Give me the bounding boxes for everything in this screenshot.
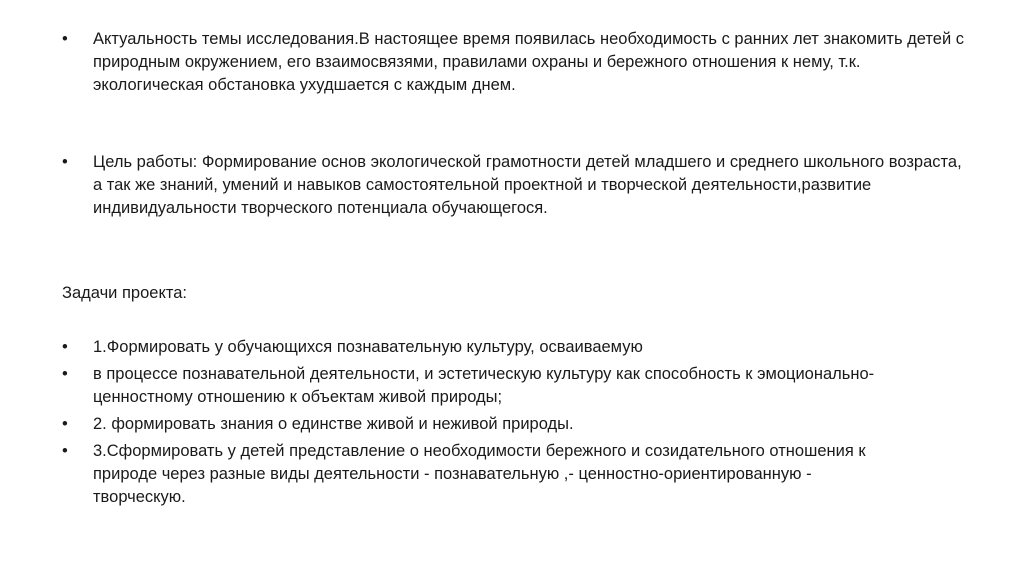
task-item — [62, 336, 962, 359]
paragraph-goal — [62, 151, 962, 220]
paragraph-text: Актуальность темы исследования.В настоящее время появилась необходимость с ранних лет знакомить детей с природным окружением, его взаимосвязями, правилами охраны и бережного отношения к нему, т.к. экологическая обстановка ухудшается с каждым днем. — [93, 30, 965, 94]
task-item — [62, 440, 962, 509]
bullet-point: • — [62, 338, 68, 356]
tasks-heading: Задачи проекта: — [62, 284, 187, 302]
task-text: 1.Формировать у обучающихся познавательную культуру, осваиваемую — [93, 338, 643, 356]
bullet-point: • — [62, 415, 68, 433]
bullet-point: • — [62, 153, 68, 171]
paragraph-text: Цель работы: Формирование основ экологической грамотности детей младшего и среднего школьного возраста, а так же знаний, умений и навыков самостоятельной проектной и творческой деятельности,развитие индивидуальности творческого потенциала обучающегося. — [93, 153, 962, 217]
bullet-point: • — [62, 30, 68, 48]
task-item — [62, 413, 962, 436]
task-text: в процессе познавательной деятельности, и эстетическую культуру как способность к эмоционально-ценностному отношению к объектам живой природы; — [93, 365, 875, 406]
bullet-point: • — [62, 365, 68, 383]
task-item — [62, 363, 962, 409]
paragraph-relevance — [62, 28, 965, 97]
task-text: 2. формировать знания о единстве живой и неживой природы. — [93, 415, 574, 433]
bullet-point: • — [62, 442, 68, 460]
task-text: 3.Сформировать у детей представление о необходимости бережного и созидательного отношения к природе через разные виды деятельности - познавательную ,- ценностно-ориентированную - творческую. — [93, 442, 866, 506]
